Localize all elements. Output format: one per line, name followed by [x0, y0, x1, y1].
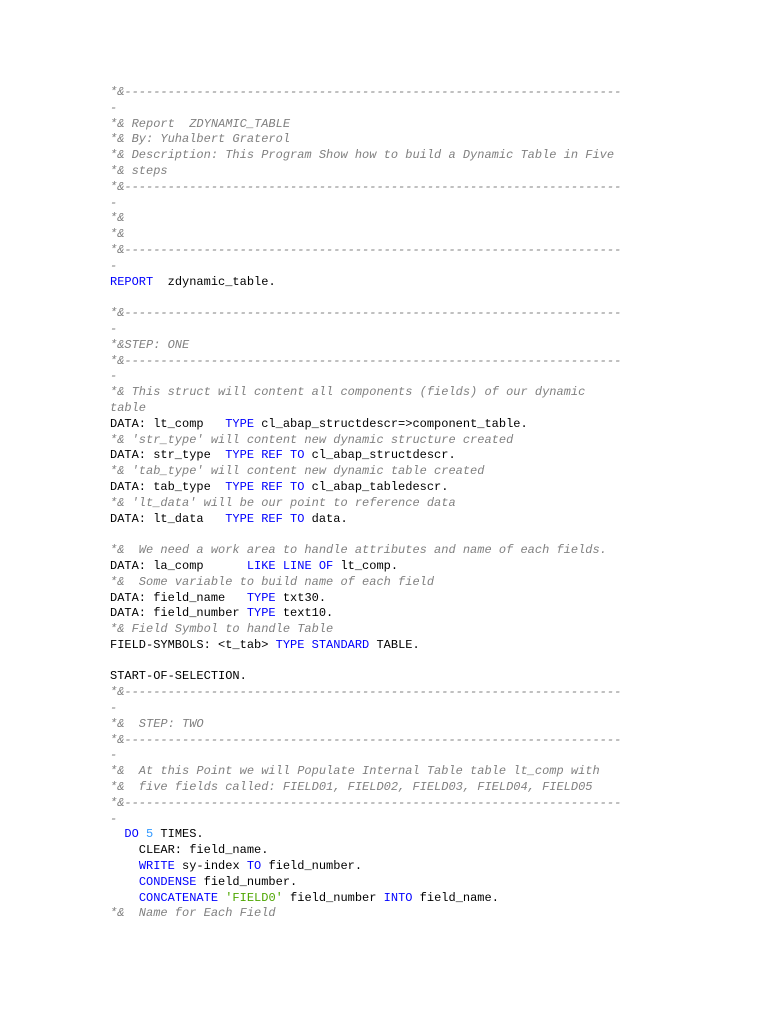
code-line: [110, 638, 760, 654]
keyword-token: TYPE REF TO: [225, 479, 305, 494]
code-line: [110, 290, 760, 306]
keyword-token: REPORT: [110, 274, 154, 289]
code-line: [110, 259, 760, 275]
code-line: [110, 906, 760, 922]
code-token: [139, 827, 146, 841]
keyword-token: TYPE: [225, 416, 255, 431]
code-token: DATA: tab_type: [110, 479, 226, 494]
comment-token: -: [110, 195, 118, 210]
code-token: [110, 859, 139, 873]
keyword-token: CONDENSE: [138, 874, 197, 889]
comment-token: *& STEP: TWO: [110, 716, 204, 731]
code-line: [110, 196, 760, 212]
code-token: field_name.: [412, 890, 499, 905]
code-line: [110, 606, 760, 622]
code-token: data.: [304, 511, 348, 526]
code-token: START-OF-SELECTION.: [110, 669, 247, 684]
code-token: DATA: lt_data: [110, 511, 226, 526]
comment-token: *& By: Yuhalbert Graterol: [110, 132, 291, 147]
code-line: [110, 85, 760, 101]
code-token: lt_comp.: [333, 558, 399, 573]
code-line: [110, 591, 760, 607]
code-line: [110, 701, 760, 717]
code-line: [110, 669, 760, 685]
code-token: text10.: [275, 606, 334, 621]
code-token: CLEAR: field_name.: [110, 843, 269, 858]
code-token: DATA: field_number: [110, 606, 247, 621]
number-token: 5: [146, 827, 154, 842]
code-token: DATA: field_name: [110, 590, 247, 605]
comment-token: *&---------------------------------------------------------------------: [110, 732, 622, 747]
keyword-token: LIKE LINE OF: [246, 558, 334, 573]
code-line: [110, 433, 760, 449]
comment-token: *&---------------------------------------------------------------------: [110, 85, 622, 99]
code-token: txt30.: [275, 590, 327, 605]
code-token: cl_abap_structdescr=>component_table.: [254, 416, 528, 431]
comment-token: *&---------------------------------------------------------------------: [110, 306, 622, 321]
comment-token: -: [110, 369, 118, 384]
code-token: DATA: lt_comp: [110, 416, 226, 431]
keyword-token: TO: [246, 859, 262, 874]
code-line: [110, 859, 760, 875]
code-line: [110, 575, 760, 591]
code-line: [110, 685, 760, 701]
code-token: TIMES.: [153, 827, 204, 842]
code-line: [110, 654, 760, 670]
code-line: [110, 796, 760, 812]
code-token: field_number.: [196, 874, 298, 889]
code-token: FIELD-SYMBOLS: <t_tab>: [110, 637, 276, 652]
code-line: [110, 448, 760, 464]
keyword-token: DO: [124, 827, 139, 842]
code-line: [110, 812, 760, 828]
code-line: [110, 480, 760, 496]
code-line: [110, 891, 760, 907]
comment-token: -: [110, 258, 118, 273]
code-line: [110, 717, 760, 733]
comment-token: *&: [110, 227, 125, 242]
code-token: DATA: la_comp: [110, 558, 247, 573]
comment-token: *& Field Symbol to handle Table: [110, 622, 334, 637]
comment-token: *&---------------------------------------------------------------------: [110, 242, 622, 257]
code-line: [110, 417, 760, 433]
code-token: zdynamic_table.: [153, 274, 276, 289]
code-line: [110, 132, 760, 148]
code-line: [110, 748, 760, 764]
code-line: [110, 875, 760, 891]
comment-token: *& 'tab_type' will content new dynamic table created: [110, 464, 485, 479]
code-line: [110, 385, 760, 401]
code-line: [110, 843, 760, 859]
code-token: cl_abap_tabledescr.: [304, 479, 449, 494]
keyword-token: CONCATENATE: [138, 890, 219, 905]
code-line: [110, 101, 760, 117]
comment-token: *& steps: [110, 163, 168, 178]
code-line: [110, 338, 760, 354]
code-line: [110, 527, 760, 543]
keyword-token: TYPE REF TO: [225, 511, 305, 526]
code-token: cl_abap_structdescr.: [304, 448, 456, 463]
comment-token: *& We need a work area to handle attributes and name of each fields.: [110, 543, 607, 558]
code-token: field_number: [282, 890, 384, 905]
keyword-token: WRITE: [138, 859, 175, 874]
comment-token: *&---------------------------------------------------------------------: [110, 685, 622, 700]
code-token: [110, 875, 139, 889]
code-line: [110, 464, 760, 480]
comment-token: *& five fields called: FIELD01, FIELD02, FIELD03, FIELD04, FIELD05: [110, 780, 593, 795]
code-line: [110, 164, 760, 180]
code-line: [110, 369, 760, 385]
code-line: [110, 354, 760, 370]
code-listing: [110, 85, 760, 922]
code-token: sy-index: [174, 859, 247, 874]
comment-token: *&---------------------------------------------------------------------: [110, 795, 622, 810]
comment-token: *&---------------------------------------------------------------------: [110, 179, 622, 194]
code-token: [110, 827, 124, 841]
keyword-token: TYPE STANDARD: [275, 637, 370, 652]
code-line: [110, 733, 760, 749]
code-line: [110, 496, 760, 512]
code-line: [110, 764, 760, 780]
comment-token: *&---------------------------------------------------------------------: [110, 353, 622, 368]
comment-token: -: [110, 811, 118, 826]
code-token: field_number.: [261, 859, 363, 874]
comment-token: *& Name for Each Field: [110, 906, 276, 921]
code-line: [110, 117, 760, 133]
code-line: [110, 543, 760, 559]
keyword-token: TYPE REF TO: [225, 448, 305, 463]
keyword-token: INTO: [383, 890, 413, 905]
code-line: [110, 512, 760, 528]
comment-token: *& Description: This Program Show how to build a Dynamic Table in Five: [110, 148, 615, 163]
comment-token: *& Some variable to build name of each field: [110, 574, 435, 589]
comment-token: *& Report ZDYNAMIC_TABLE: [110, 116, 291, 131]
code-line: [110, 559, 760, 575]
code-token: [110, 891, 139, 905]
comment-token: -: [110, 701, 118, 716]
comment-token: table: [110, 400, 147, 415]
code-token: TABLE.: [369, 637, 420, 652]
code-line: [110, 243, 760, 259]
code-line: [110, 322, 760, 338]
code-line: [110, 827, 760, 843]
code-line: [110, 306, 760, 322]
comment-token: -: [110, 321, 118, 336]
comment-token: *& This struct will content all components (fields) of our dynamic: [110, 385, 586, 400]
keyword-token: TYPE: [246, 590, 276, 605]
comment-token: -: [110, 748, 118, 763]
comment-token: *&: [110, 211, 125, 226]
code-line: [110, 211, 760, 227]
code-line: [110, 148, 760, 164]
code-line: [110, 275, 760, 291]
keyword-token: TYPE: [246, 606, 276, 621]
string-token: 'FIELD0': [225, 890, 283, 905]
comment-token: *&STEP: ONE: [110, 337, 190, 352]
comment-token: *& 'lt_data' will be our point to reference data: [110, 495, 456, 510]
comment-token: *& 'str_type' will content new dynamic structure created: [110, 432, 514, 447]
code-line: [110, 780, 760, 796]
code-line: [110, 227, 760, 243]
comment-token: -: [110, 100, 118, 115]
code-line: [110, 180, 760, 196]
code-token: DATA: str_type: [110, 448, 226, 463]
comment-token: *& At this Point we will Populate Internal Table table lt_comp with: [110, 764, 600, 779]
code-line: [110, 622, 760, 638]
code-line: [110, 401, 760, 417]
